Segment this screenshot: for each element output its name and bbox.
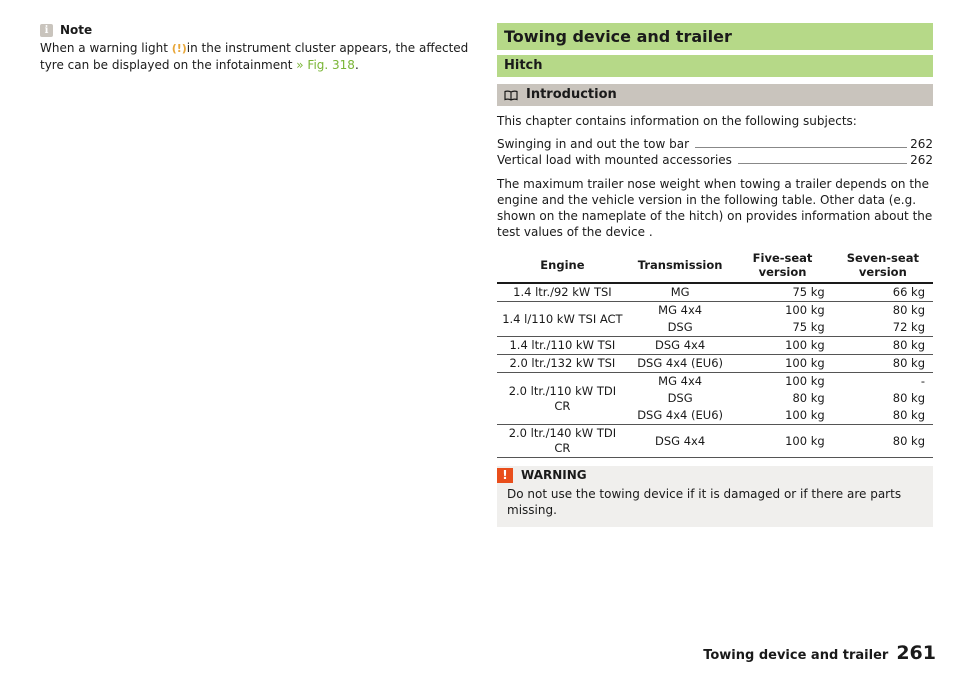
toc-item-page[interactable]: 262 [910, 137, 933, 151]
note-text-part: When a warning light [40, 41, 172, 55]
table-header-row [497, 248, 933, 283]
cell-seven-seat: 80 kg [833, 355, 933, 373]
cell-five-seat: 75 kg [732, 283, 832, 302]
cell-seven-seat: 80 kg [833, 425, 933, 458]
table-row [497, 302, 933, 320]
figure-link[interactable]: » Fig. 318 [296, 58, 355, 72]
intro-heading [497, 84, 933, 106]
cell-transmission: DSG 4x4 (EU6) [628, 355, 733, 373]
header-engine: Engine [497, 248, 628, 283]
cell-five-seat: 100 kg [732, 355, 832, 373]
cell-seven-seat: 66 kg [833, 283, 933, 302]
toc-item[interactable] [497, 152, 933, 168]
cell-five-seat: 80 kg [792, 391, 825, 405]
cell-five-seat: 75 kg [792, 320, 825, 334]
cell-seven-seat: 80 kg [833, 302, 933, 320]
body-text: The maximum trailer nose weight when towing a trailer depends on the engine and the vehicle version in the following table. Other data (e.g. shown on the nameplate of the hitch) on provides information about the test values of the device . [497, 177, 933, 239]
table-row [497, 337, 933, 355]
table-row [497, 373, 933, 391]
cell-engine: 1.4 ltr./110 kW TSI [497, 337, 628, 355]
cell-five-seat: 100 kg [732, 337, 832, 355]
info-icon: i [40, 24, 53, 37]
main-content [497, 23, 933, 527]
cell-transmission: MG 4x4 [628, 373, 733, 391]
table-row [497, 355, 933, 373]
cell-transmission: DSG 4x4 (EU6) [637, 408, 723, 422]
toc-item-page[interactable]: 262 [910, 153, 933, 167]
toc-item-label[interactable]: Swinging in and out the tow bar [497, 137, 690, 151]
warning-text: Do not use the towing device if it is damaged or if there are parts missing. [507, 487, 902, 517]
section-title: Hitch [497, 55, 933, 77]
cell-transmission: DSG 4x4 [628, 425, 733, 458]
cell-transmission: DSG 4x4 [628, 337, 733, 355]
cell-five-seat: 100 kg [732, 373, 832, 391]
note-text-part: in the instrument cluster appears, the affected tyre can be displayed on the infotainment [40, 41, 469, 72]
toc-leader [738, 163, 907, 164]
cell-engine: 1.4 l/110 kW TSI ACT [497, 302, 628, 337]
chapter-title: Towing device and trailer [497, 23, 933, 50]
cell-engine: 2.0 ltr./132 kW TSI [497, 355, 628, 373]
note-box [40, 22, 470, 73]
warning-header [497, 466, 933, 483]
table-row [497, 425, 933, 458]
footer-chapter-label: Towing device and trailer [703, 648, 889, 663]
note-title: Note [60, 23, 93, 37]
note-header [40, 22, 470, 38]
trailer-load-table [497, 248, 933, 458]
note-text-end: . [354, 58, 359, 72]
cell-engine: 2.0 ltr./140 kW TDI CR [497, 425, 628, 458]
cell-transmission: MG 4x4 [628, 302, 733, 320]
warning-box [497, 466, 933, 527]
cell-transmission: DSG [667, 320, 693, 334]
cell-five-seat: 100 kg [732, 425, 832, 458]
cell-seven-seat: - [833, 373, 933, 391]
header-seven-seat: Seven-seat version [833, 248, 933, 283]
cell-seven-seat: 80 kg [833, 337, 933, 355]
page-footer [703, 642, 936, 664]
note-text [40, 40, 470, 73]
cell-engine: 1.4 ltr./92 kW TSI [497, 283, 628, 302]
toc-item[interactable] [497, 136, 933, 152]
exclamation-icon: ! [497, 468, 513, 483]
cell-transmission: DSG [667, 391, 693, 405]
cell-seven-seat: 80 kg [892, 408, 925, 422]
header-transmission: Transmission [628, 248, 733, 283]
cell-engine: 2.0 ltr./110 kW TDI CR [497, 373, 628, 425]
cell-seven-seat: 80 kg [892, 391, 925, 405]
tyre-warning-icon: (!) [171, 42, 187, 55]
toc-list [497, 136, 933, 168]
table-row [497, 283, 933, 302]
page-number: 261 [896, 642, 936, 664]
book-icon [504, 90, 518, 101]
intro-heading-label: Introduction [526, 87, 617, 102]
cell-five-seat: 100 kg [732, 302, 832, 320]
warning-title: WARNING [521, 468, 587, 482]
toc-leader [695, 147, 907, 148]
intro-text: This chapter contains information on the following subjects: [497, 114, 857, 128]
toc-item-label[interactable]: Vertical load with mounted accessories [497, 153, 732, 167]
header-five-seat: Five-seat version [732, 248, 832, 283]
cell-transmission: MG [628, 283, 733, 302]
cell-five-seat: 100 kg [785, 408, 825, 422]
cell-seven-seat: 72 kg [892, 320, 925, 334]
